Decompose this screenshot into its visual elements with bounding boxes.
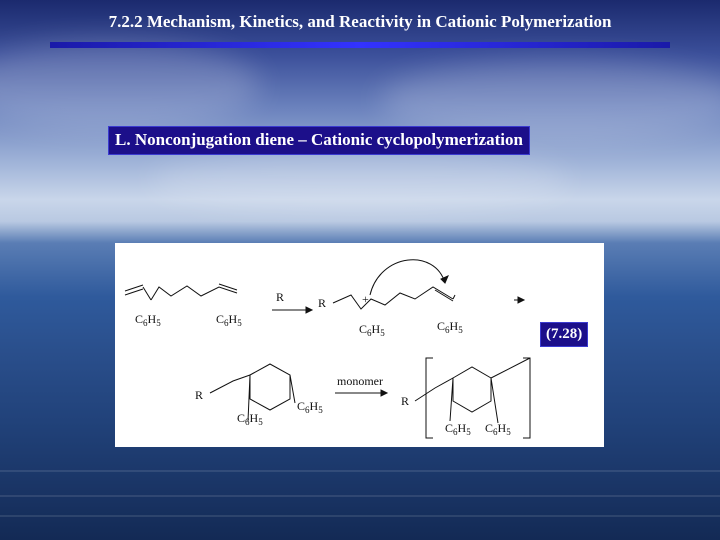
end-group-label: R (195, 388, 204, 402)
equation-number-badge: (7.28) (540, 322, 588, 347)
cation-charge: + (362, 292, 369, 306)
polymer-bracket-left (426, 358, 433, 438)
cation-chain (333, 287, 455, 309)
sea-wave (0, 495, 720, 497)
end-group-label: R (318, 296, 327, 310)
cyclization-curved-arrow (370, 260, 445, 295)
phenyl-label-4: $C_6H_5$ (437, 319, 463, 335)
sea-wave (0, 470, 720, 472)
section-subtitle: L. Nonconjugation diene – Cationic cyclopolymerization (108, 126, 530, 155)
phenyl-label-6: $C_6H_5$ (297, 399, 323, 415)
phenyl-label-1: $C_6H_5$ (135, 312, 161, 328)
monomer-chain (125, 284, 237, 300)
reaction-scheme-panel (115, 243, 604, 447)
reaction-scheme-diagram (115, 243, 604, 447)
cyclized-unit-ring (250, 364, 290, 410)
monomer-reagent-label: monomer (337, 374, 383, 388)
phenyl-label-3: $C_6H_5$ (359, 322, 385, 338)
phenyl-label-5: $C_6H_5$ (237, 411, 263, 427)
initiator-label: R (276, 290, 285, 304)
sky-cloud (150, 150, 570, 210)
title-underline (50, 42, 670, 48)
phenyl-label-8: $C_6H_5$ (485, 421, 511, 437)
sky-cloud (0, 40, 260, 130)
end-group-label: R (401, 394, 410, 408)
phenyl-label-7: $C_6H_5$ (445, 421, 471, 437)
sea-wave (0, 515, 720, 517)
slide-title: 7.2.2 Mechanism, Kinetics, and Reactivity in Cationic Polymerization (108, 12, 612, 31)
phenyl-label-2: $C_6H_5$ (216, 312, 242, 328)
polymer-ring (453, 367, 491, 412)
polymer-bracket-right (523, 358, 530, 438)
